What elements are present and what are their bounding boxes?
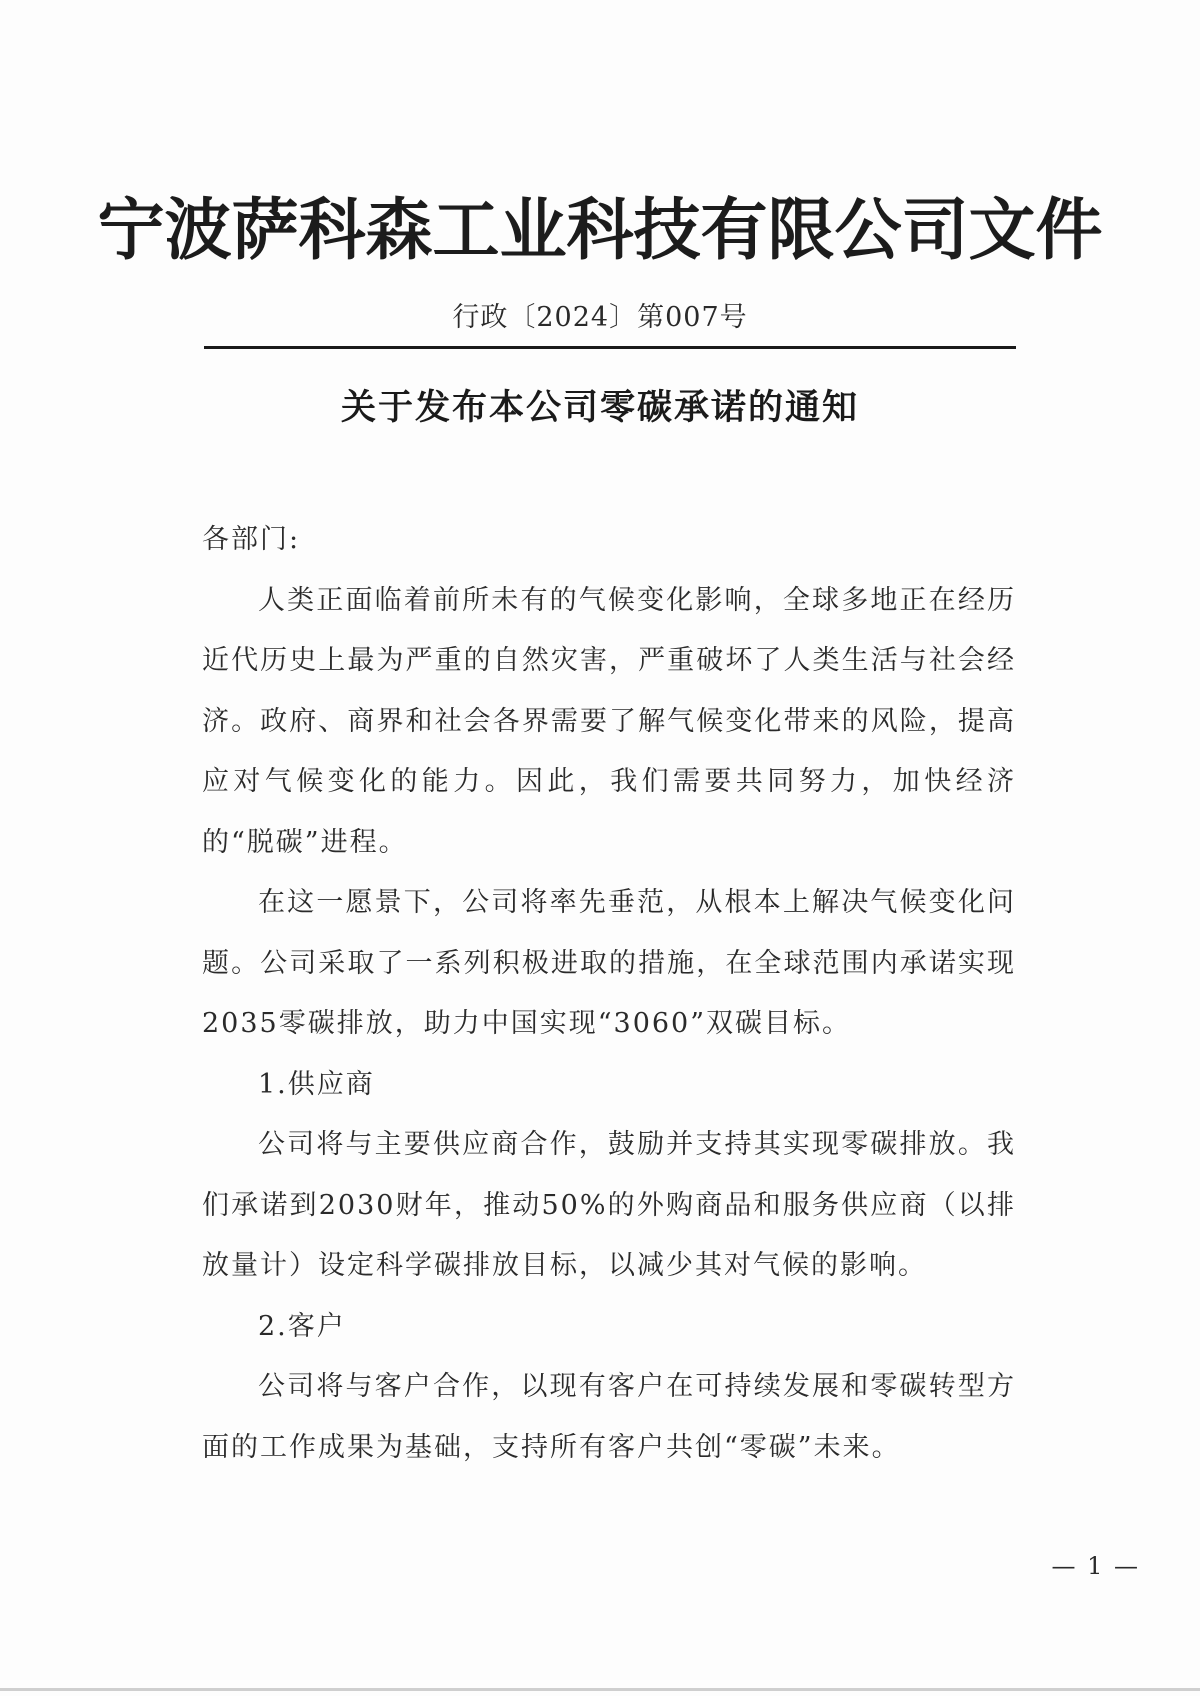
paragraph: 人类正面临着前所未有的气候变化影响，全球多地正在经历近代历史上最为严重的自然灾害，严重破坏了人类生活与社会经济。政府、商界和社会各界需要了解气候变化带来的风险，提高应对气候变化的能力。因此，我们需要共同努力，加快经济的“脱碳”进程。 xyxy=(202,584,1016,858)
paragraph: 在这一愿景下，公司将率先垂范，从根本上解决气候变化问题。公司采取了一系列积极进取的措施，在全球范围内承诺实现2035零碳排放，助力中国实现“3060”双碳目标。 xyxy=(202,887,1016,1039)
salutation: 各部门: xyxy=(202,524,301,555)
section-heading-suppliers: 1.供应商 xyxy=(258,1068,375,1100)
paragraph: 公司将与主要供应商合作，鼓励并支持其实现零碳排放。我们承诺到2030财年，推动50%的外购商品和服务供应商（以排放量计）设定科学碳排放目标，以减少其对气候的影响。 xyxy=(202,1129,1016,1281)
notice-body xyxy=(202,510,1016,1478)
document-header-title: 宁波萨科森工业科技有限公司文件 xyxy=(97,191,1103,269)
paragraph: 公司将与客户合作，以现有客户在可持续发展和零碳转型方面的工作成果为基础，支持所有客户共创“零碳”未来。 xyxy=(202,1371,1016,1463)
notice-title: 关于发布本公司零碳承诺的通知 xyxy=(340,387,859,428)
section-heading-customers: 2.客户 xyxy=(258,1310,346,1342)
scan-edge-line xyxy=(0,1688,1200,1691)
header-divider xyxy=(204,346,1016,349)
document-number: 行政〔2024〕第007号 xyxy=(452,302,748,333)
page-number: — 1 — xyxy=(1051,1552,1140,1580)
